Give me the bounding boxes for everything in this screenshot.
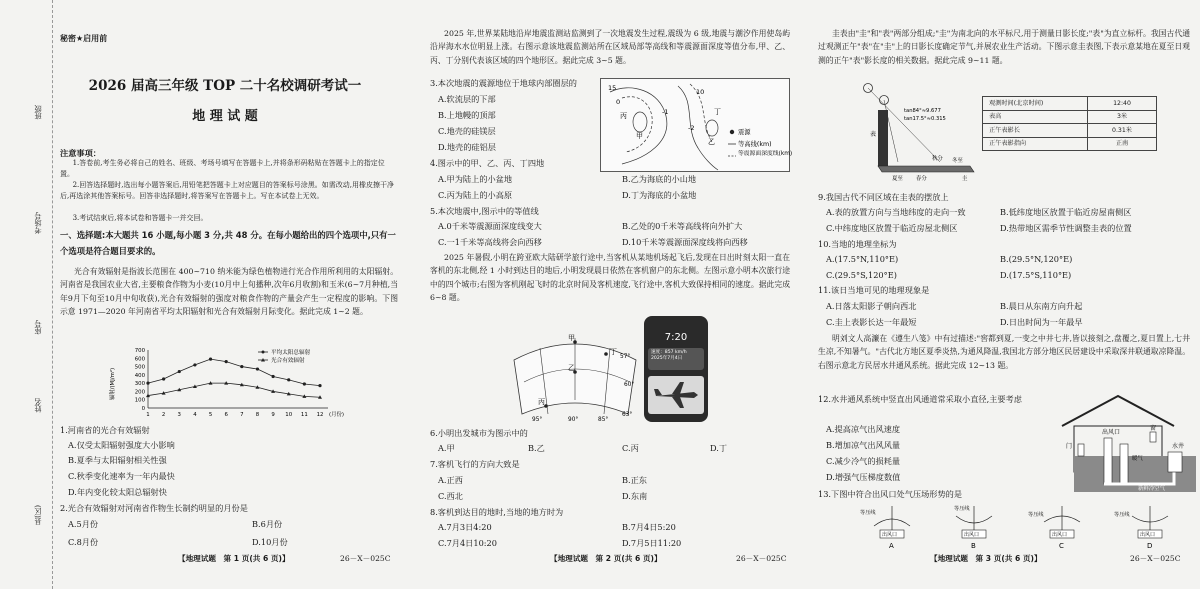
svg-text:冬至: 冬至	[952, 158, 963, 164]
q11-option-a[interactable]: A.日落太阳影子朝向西北	[826, 301, 917, 311]
q4-option-a[interactable]: A.甲为陆上的小盆地	[438, 174, 513, 184]
q9-stem: 9.我国古代不同区域在圭表的摆放上	[818, 192, 949, 202]
x-tick-label: 10	[285, 412, 293, 418]
svg-text:窗: 窗	[1150, 425, 1157, 432]
q10-option-d[interactable]: D.(17.5°S,110°E)	[1000, 270, 1072, 280]
q6-8-intro: 2025 年暑假,小明在跨亚欧大陆研学旅行途中,当客机从某地机场起飞后,发现在日出时刻太阳一直在客机的东北侧,经 1 小时到达目的地后,小明发现晨日依然在客机窗户的东北侧。左图示意小明本次旅行途中的四个城市;右图为客机刚起飞时的北京时间及客机速度,飞行途中,客机大致保持相同的速度。据此完成 6~8 题。	[430, 253, 790, 303]
q5-option-d[interactable]: D.10千米等震源面深度线将向西移	[622, 237, 748, 247]
footer-code-1: 26－X－025C	[340, 554, 391, 563]
grid-label-ding: 丁	[610, 348, 617, 356]
map-label-ding: 丁	[714, 108, 721, 116]
side-label-class: 班级	[33, 105, 42, 120]
svg-text:秋分: 秋分	[932, 156, 943, 162]
page-2	[400, 0, 800, 589]
grid-label-jia: 甲	[568, 334, 575, 342]
page-3	[800, 0, 1200, 589]
legend-label: 光合有效辐射	[271, 358, 305, 364]
table-row	[983, 110, 1157, 124]
q9-option-a[interactable]: A.表的放置方向与当地纬度的走向一致	[826, 207, 966, 217]
q1-stem: 1.河南省的光合有效辐射	[60, 425, 150, 435]
table-value-cell: 12:40	[1088, 97, 1157, 111]
q9-option-d[interactable]: D.热带地区需季节性调整圭表的位置	[1000, 223, 1132, 233]
q13-option-b-diagram[interactable]	[954, 504, 992, 550]
data-point	[271, 375, 274, 378]
q4-option-c[interactable]: C.丙为陆上的小高原	[438, 190, 513, 200]
q4-option-d[interactable]: D.丁为海底的小盆地	[622, 190, 697, 200]
q13-isobar-options	[860, 502, 1190, 550]
q6-option-c[interactable]: C.丙	[622, 443, 639, 453]
svg-text:等压线: 等压线	[860, 510, 876, 516]
data-point	[287, 378, 290, 381]
airplane-icon	[648, 376, 704, 414]
x-tick-label: 6	[224, 412, 228, 418]
table-row	[983, 97, 1157, 111]
window	[1150, 432, 1156, 442]
data-point	[303, 382, 306, 385]
footer-code-2: 26－X－025C	[736, 554, 787, 563]
q10-option-b[interactable]: B.(29.5°N,120°E)	[1000, 254, 1073, 264]
shadow-data-table	[982, 96, 1157, 151]
data-point	[209, 358, 212, 361]
q6-option-b[interactable]: B.乙	[528, 443, 545, 453]
q8-stem: 8.客机到达目的地时,当地的地方时为	[430, 507, 564, 517]
svg-text:等压线: 等压线	[1028, 512, 1044, 518]
x-tick-label: 1	[146, 412, 150, 418]
x-tick-label: 7	[240, 412, 244, 418]
map-label-jia: 甲	[636, 132, 643, 140]
y-tick-label: 0	[141, 406, 145, 412]
q6-option-a[interactable]: A.甲	[438, 443, 455, 453]
svg-text:等压线: 等压线	[954, 506, 970, 512]
y-tick-label: 600	[134, 356, 145, 363]
svg-text:水井: 水井	[1172, 443, 1185, 450]
side-label-county: 县(区)	[33, 505, 42, 526]
grid-label-bing: 丙	[538, 398, 545, 406]
svg-text:0: 0	[616, 98, 621, 106]
q7-option-c[interactable]: C.西北	[438, 491, 463, 501]
q12-stem: 12.水井通风系统中竖直出风通道常采取小直径,主要考虑	[818, 394, 1022, 404]
map-label-yi: 乙	[708, 138, 715, 146]
svg-text:-2: -2	[688, 124, 695, 132]
y-axis-label: 辐射/(MJ/m²)	[110, 367, 116, 401]
q12-13-intro: 明刘文人高濂在《遵生八笺》中有过描述:"窖都到夏,一变之中井七井,皆以接刻之,盘覆之,夏日置上,七井生凉,不知暑气。"古代北方地区夏季炎热,为通风降温,我国北方部分地区民居建设中采取深井联通取凉降温。右图示意北方民居水井通风系统。据此完成 12~13 题。	[818, 334, 1190, 370]
q10-stem: 10.当地的地理坐标为	[818, 239, 897, 249]
svg-text:tan84°≈9.677: tan84°≈9.677	[904, 108, 941, 114]
q4-stem: 4.图示中的甲、乙、丙、丁四地	[430, 158, 545, 168]
x-tick-label: 3	[177, 412, 181, 418]
svg-text:-1: -1	[662, 108, 669, 116]
phone-date: 2025年7月4日	[651, 355, 683, 361]
data-point	[318, 384, 321, 387]
q5-option-a[interactable]: A.0千米等震源面深度线变大	[438, 221, 542, 231]
grid-label-yi: 乙	[568, 364, 575, 372]
q1-option-a[interactable]: A.仅受太阳辐射强度大小影响	[68, 440, 175, 450]
q1-option-d[interactable]: D.年内变化较太阳总辐射快	[68, 487, 167, 497]
door	[1078, 444, 1084, 456]
note-2: 2.回答选择题时,选出每小题答案后,用铅笔把答题卡上对应题目的答案标号涂黑。如需改动,用橡皮擦干净后,再选涂其他答案标号。回答非选择题时,将答案写在答题卡上。写在本试卷上无效。	[60, 181, 394, 200]
q13-option-d-diagram[interactable]	[1114, 506, 1168, 550]
map-legend-focus: 震源	[738, 129, 751, 136]
svg-text:圭: 圭	[962, 176, 968, 182]
table-label-cell: 正午表影长	[983, 124, 1088, 138]
data-point	[256, 367, 259, 370]
q2-option-b[interactable]: B.6月份	[252, 519, 283, 529]
binding-gutter	[0, 0, 53, 589]
data-point	[178, 370, 181, 373]
x-tick-label: 9	[271, 412, 275, 418]
table-label-cell: 观测时间(北京时间)	[983, 97, 1088, 111]
q13-option-c-diagram[interactable]	[1028, 506, 1080, 550]
side-label-name: 姓名	[33, 398, 42, 413]
q11-option-b[interactable]: B.晨日从东南方向升起	[1000, 301, 1083, 311]
data-point	[162, 377, 165, 380]
q7-option-d[interactable]: D.东南	[622, 491, 648, 501]
q10-option-a[interactable]: A.(17.5°N,110°E)	[826, 254, 899, 264]
y-tick-label: 300	[134, 381, 145, 388]
x-tick-label: 8	[255, 412, 260, 418]
note-3: 3.考试结束后,将本试卷和答题卡一并交回。	[72, 214, 208, 222]
svg-text:D: D	[1147, 542, 1153, 550]
radiation-chart	[108, 344, 344, 422]
q2-option-c[interactable]: C.8月份	[68, 537, 99, 547]
table-label-cell: 正午表影指向	[983, 137, 1088, 151]
map-legend-depth: 等震源面深度线(km)	[738, 151, 793, 157]
grid-lon-90: 90°	[568, 417, 579, 423]
q3-stem: 3.本次地震的震源地位于地球内部圈层的	[430, 78, 577, 88]
svg-text:出风口: 出风口	[1140, 532, 1156, 538]
table-label-cell: 表高	[983, 110, 1088, 124]
exam-title: 2026 届高三年级 TOP 二十名校调研考试一	[88, 78, 362, 94]
legend-marker	[262, 351, 265, 354]
q7-option-b[interactable]: B.正东	[622, 475, 647, 485]
q5-stem: 5.本次地震中,图示中的等值线	[430, 206, 539, 216]
q2-option-d[interactable]: D.10月份	[252, 537, 288, 547]
map-legend-contour: 等高线(km)	[738, 141, 772, 148]
y-tick-label: 200	[134, 389, 145, 396]
q1-2-intro: 光合有效辐射是指波长范围在 400~710 纳米能为绿色植物进行光合作用所利用的太阳辐射。河南省是我国农业大省,主要粮食作物为小麦(10月中上旬播种,次年6月收割)和玉米(6~7月种植,当年9月下旬至10月中旬收获),光合有效辐射的强度对粮食作物的产量会产生一定程度的影响。下图示意 1971—2020 年河南省平均太阳辐射和光合有效辐射月际变化。据此完成 1~2 题。	[60, 267, 398, 317]
phone-time: 7:20	[664, 332, 688, 343]
page-1	[0, 0, 400, 589]
q11-option-c[interactable]: C.圭上表影长达一年最短	[826, 317, 917, 327]
data-point	[240, 365, 243, 368]
svg-text:春分: 春分	[916, 176, 927, 182]
svg-text:新鲜冷空气: 新鲜冷空气	[1138, 486, 1165, 492]
svg-text:10: 10	[696, 88, 705, 96]
svg-text:表: 表	[870, 131, 877, 138]
data-point	[146, 382, 149, 385]
section-1-heading: 一、选择题:本大题共 16 小题,每小题 3 分,共 48 分。在每小题给出的四个选项中,只有一个选项是符合题目要求的。	[60, 230, 396, 256]
table-row	[983, 137, 1157, 151]
epicenter-marker	[730, 130, 734, 134]
grid-lat-63: 63°	[622, 412, 633, 418]
data-point	[193, 363, 196, 366]
footer-page-3: 【地理试题 第 3 页(共 6 页)】	[930, 554, 1042, 563]
q9-11-intro: 圭表由"圭"和"表"两部分组成;"圭"为南北向的水平标尺,用于测量日影长度;"表"为直立标杆。我国古代通过观测正午"表"在"圭"上的日影长度确定节气,并展农业生产活动。下图示意圭表图,下表示意某地在夏至日观测的正午"表"影长度的相关数据。据此完成 9~11 题。	[818, 29, 1190, 65]
svg-text:出风口: 出风口	[1052, 532, 1068, 538]
svg-text:门: 门	[1066, 443, 1073, 450]
q8-option-c[interactable]: C.7月4日10:20	[438, 538, 497, 548]
q6-option-d[interactable]: D.丁	[710, 443, 728, 453]
x-tick-label: 5	[208, 412, 213, 418]
q6-stem: 6.小明出发城市为图示中的	[430, 428, 528, 438]
q8-option-d[interactable]: D.7月5日11:20	[622, 538, 682, 548]
x-tick-label: 11	[300, 412, 308, 418]
table-row	[983, 124, 1157, 138]
svg-text:等压线: 等压线	[1114, 512, 1130, 518]
table-value-cell: 正南	[1088, 137, 1157, 151]
q5-option-c[interactable]: C.一1千米等高线将会向西移	[438, 237, 542, 247]
q7-stem: 7.客机飞行的方向大致是	[430, 459, 520, 469]
data-point	[225, 360, 228, 363]
q2-option-a[interactable]: A.5月份	[68, 519, 99, 529]
latlon-grid-map	[510, 330, 640, 422]
gnomon-diagram	[858, 80, 978, 184]
q10-option-c[interactable]: C.(29.5°S,120°E)	[826, 270, 897, 280]
grid-lat-57: 57°	[620, 354, 631, 360]
legend-label: 平均太阳总辐射	[271, 350, 311, 356]
series-line-2	[148, 383, 320, 397]
footer-page-2: 【地理试题 第 2 页(共 6 页)】	[550, 554, 662, 563]
q3-option-d[interactable]: D.地壳的硅铝层	[438, 142, 496, 152]
q12-option-a[interactable]: A.提高凉气出风速度	[826, 424, 901, 434]
table-value-cell: 0.31米	[1088, 124, 1157, 138]
q13-option-a-diagram[interactable]	[860, 506, 910, 550]
y-tick-label: 400	[134, 372, 145, 379]
q11-stem: 11.该日当地可见的地理现象是	[818, 285, 930, 295]
q8-option-a[interactable]: A.7月3日4:20	[438, 522, 492, 532]
subject-title: 地 理 试 题	[192, 109, 258, 124]
q12-option-c[interactable]: C.减少冷气的损耗量	[826, 456, 901, 466]
svg-text:tan17.5°≈0.315: tan17.5°≈0.315	[904, 116, 946, 122]
contour-map	[600, 78, 793, 172]
svg-text:C: C	[1059, 542, 1064, 550]
notes-title: 注意事项：	[60, 148, 101, 158]
q3-option-c[interactable]: C.地壳的硅镁层	[438, 126, 496, 136]
q9-option-c[interactable]: C.中纬度地区放置于临近房屋北侧区	[826, 223, 958, 233]
x-axis-label: (月份)	[329, 412, 344, 418]
x-tick-label: 12	[316, 412, 324, 418]
phone-screenshot	[644, 316, 708, 422]
side-label-exam-room: 考场号	[33, 212, 42, 234]
grid-lon-85: 85°	[598, 417, 609, 423]
svg-text:出风口: 出风口	[882, 532, 898, 538]
q12-option-b[interactable]: B.增加凉气出风风量	[826, 440, 901, 450]
q12-option-d[interactable]: D.增强气压梯度数值	[826, 472, 901, 482]
svg-text:暖气: 暖气	[1132, 456, 1143, 462]
q3-option-a[interactable]: A.软流层的下部	[438, 94, 496, 104]
q8-option-b[interactable]: B.7月4日5:20	[622, 522, 676, 532]
table-value-cell: 3米	[1088, 110, 1157, 124]
q5-option-b[interactable]: B.乙处的0千米等高线将向外扩大	[622, 221, 743, 231]
svg-text:15: 15	[608, 84, 617, 92]
q3-5-intro: 2025 年,世界某陆地沿岸地震监测站监测到了一次地震发生过程,震级为 6 级,地震与潮汐作用使岛屿沿岸海水水位明显上涨。右图示意该地震监测站所在区域局部等高线和等震源面深度等值分布,甲、乙、丙、丁分别代表该区域的四个地形区。据此完成 3~5 题。	[430, 29, 790, 65]
phone-speed: 速度：857 km/h	[651, 350, 687, 355]
airplane-card	[648, 376, 704, 414]
q1-option-c[interactable]: C.秋季变化速率为一年内最快	[68, 471, 175, 481]
q4-option-b[interactable]: B.乙为海底的小山地	[622, 174, 697, 184]
gnomon-ruler	[878, 166, 974, 172]
q11-option-d[interactable]: D.日出时间为一年最早	[1000, 317, 1083, 327]
well-ventilation-diagram	[1056, 392, 1196, 494]
svg-text:出风口: 出风口	[964, 532, 980, 538]
q13-stem: 13.下图中符合出风口处气压场形势的是	[818, 489, 963, 499]
footer-page-1: 【地理试题 第 1 页(共 6 页)】	[178, 554, 290, 563]
gnomon-pole	[878, 110, 888, 166]
secret-mark: 秘密★启用前	[60, 34, 108, 43]
svg-text:夏至: 夏至	[892, 176, 903, 182]
water-well	[1168, 452, 1182, 472]
y-tick-label: 500	[134, 364, 145, 371]
q9-option-b[interactable]: B.低纬度地区放置于临近房屋南侧区	[1000, 207, 1132, 217]
q7-option-a[interactable]: A.正西	[438, 475, 463, 485]
footer-code-3: 26－X－025C	[1130, 554, 1181, 563]
q1-option-b[interactable]: B.夏季与太阳辐射相关性强	[68, 455, 167, 465]
grid-lat-60: 60°	[624, 382, 635, 388]
y-tick-label: 700	[134, 348, 145, 354]
svg-text:出风口: 出风口	[1102, 429, 1121, 436]
map-label-bing: 丙	[620, 112, 627, 120]
y-tick-label: 100	[134, 397, 145, 404]
x-tick-label: 2	[161, 412, 166, 418]
grid-lon-95: 95°	[532, 417, 543, 423]
svg-text:B: B	[971, 542, 976, 550]
x-tick-label: 4	[193, 412, 197, 418]
svg-text:A: A	[889, 542, 894, 550]
q2-stem: 2.光合有效辐射对河南省作物生长制约明显的月份是	[60, 503, 248, 513]
q3-option-b[interactable]: B.上地幔的顶部	[438, 110, 496, 120]
side-label-seat: 座号	[33, 320, 42, 335]
note-1: 1.答卷前,考生务必将自己的姓名、班级、考场号填写在答题卡上,并将条形码粘贴在答题卡上的指定位置。	[60, 159, 385, 178]
